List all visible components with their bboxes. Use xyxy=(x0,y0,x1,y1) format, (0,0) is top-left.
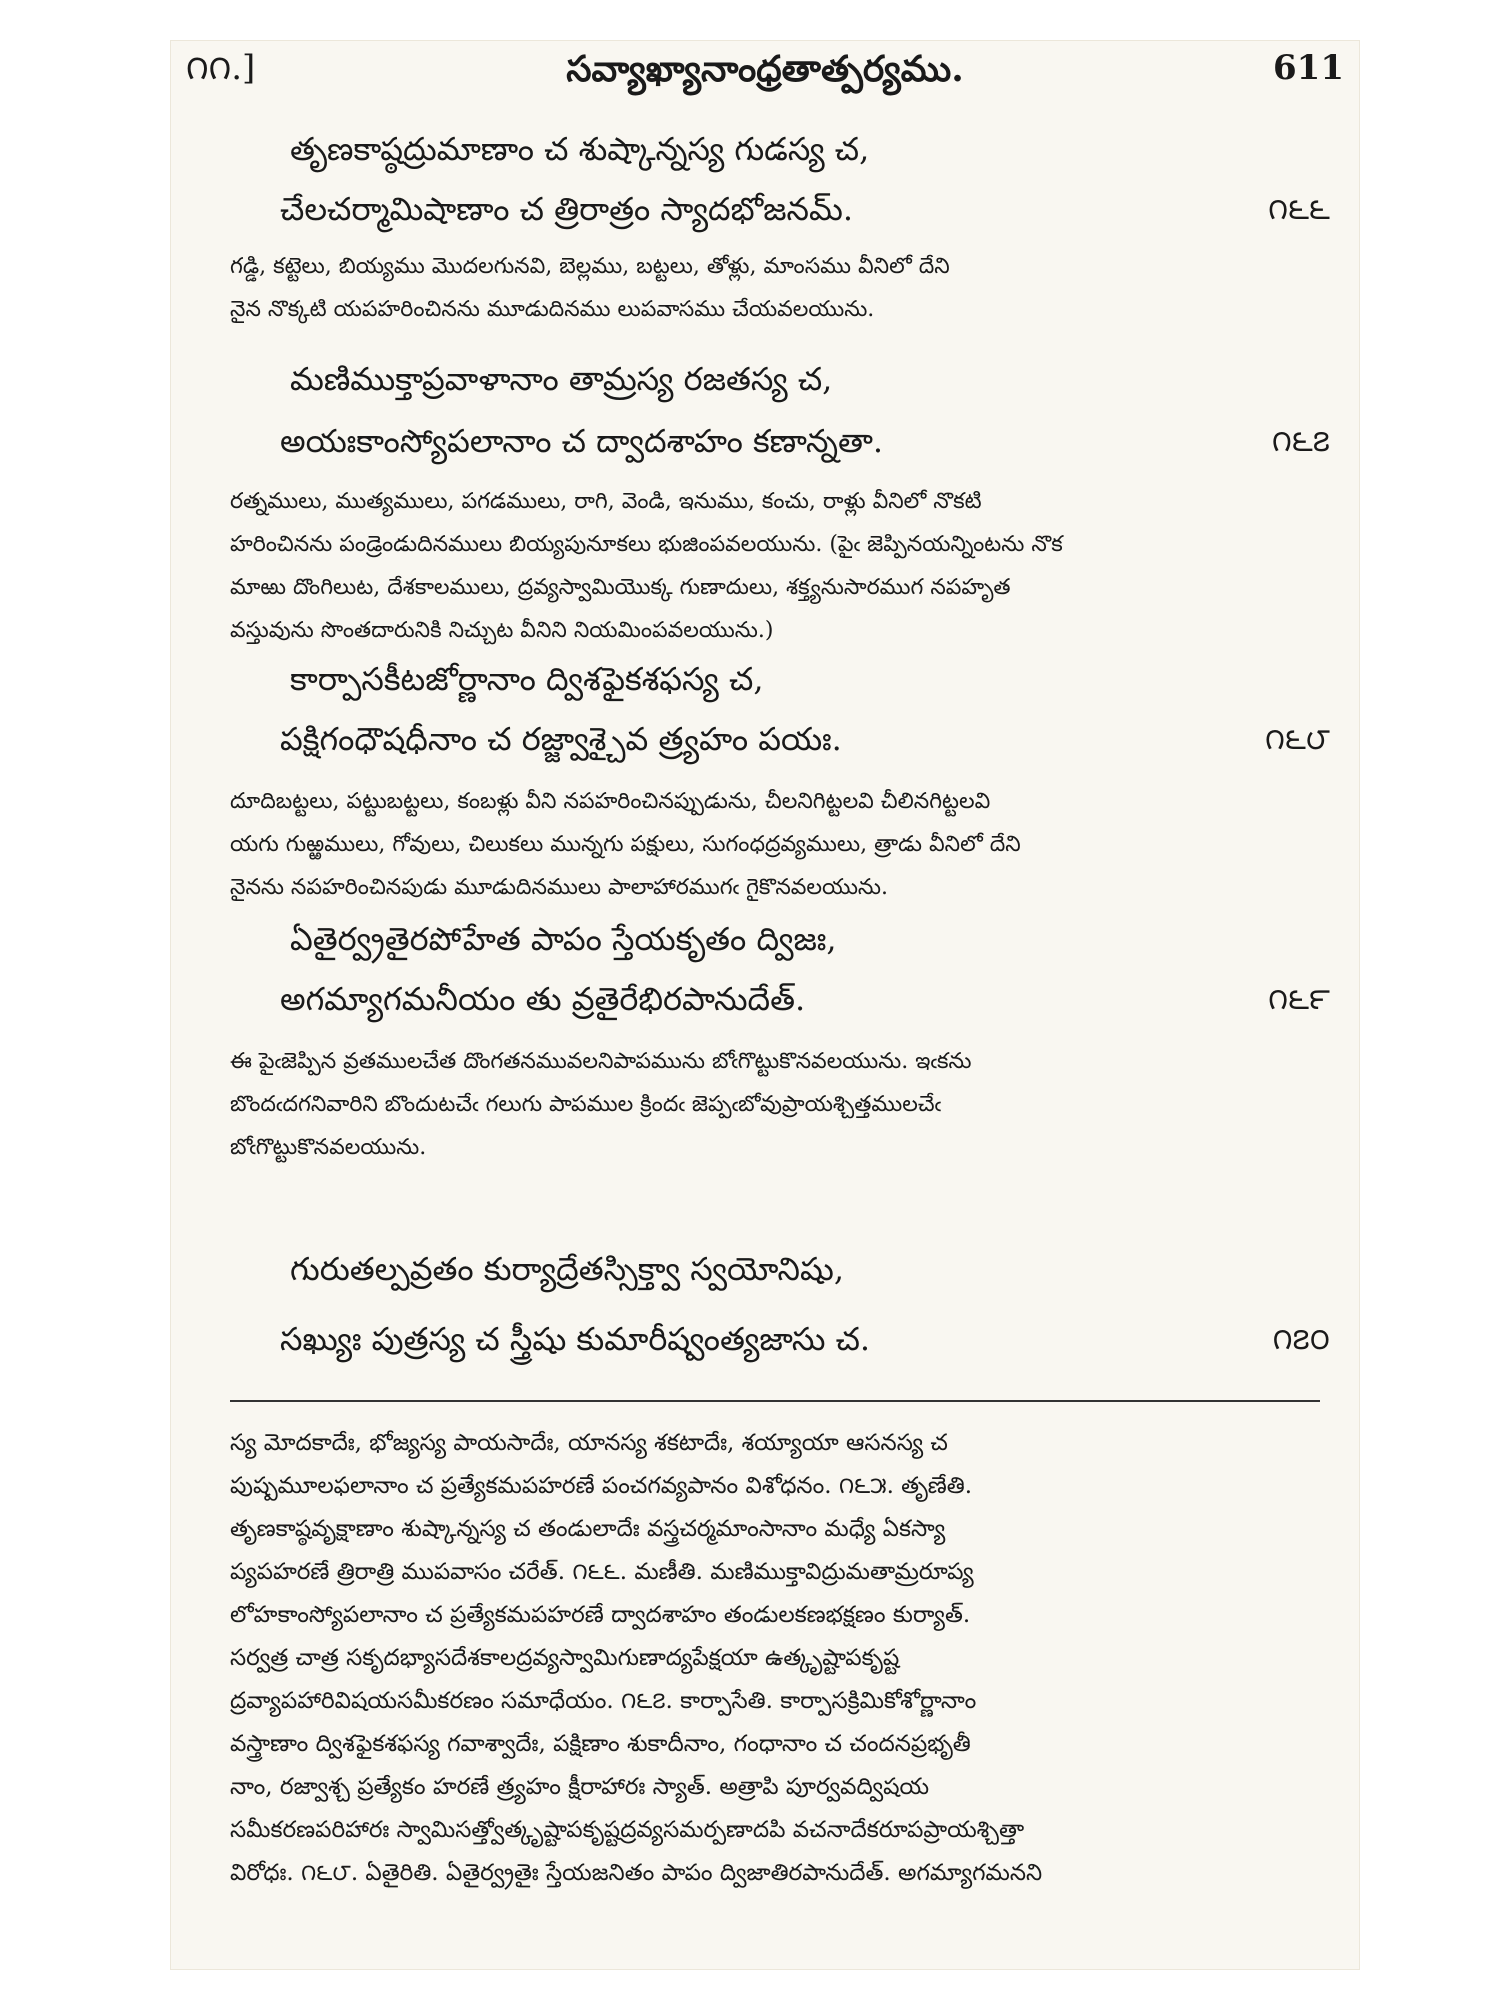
verse-166-line-2: చేలచర్మామిషాణాం చ త్రిరాత్రం స్యాదభోజనమ్. xyxy=(280,190,854,228)
commentary-line: వస్త్రాణాం ద్విశఫైకశఫస్య గవాశ్వాదేః, పక్షిణాం శుకాదీనాం, గంధానాం చ చందనప్రభృతీ xyxy=(230,1731,971,1757)
sanskrit-commentary xyxy=(230,1422,1320,1895)
commentary-line: ప్యపహరణే త్రిరాత్రి ముపవాసం చరేత్. ౧౬౬. మణీతి. మణిముక్తావిద్రుమతామ్రరూప్య xyxy=(230,1559,974,1585)
verse-167-line-2: అయఃకాంస్యోపలానాం చ ద్వాదశాహం కణాన్నతా. xyxy=(280,422,884,460)
translation-line: నైన నొక్కటి యపహరించినను మూడుదినము లుపవాసము చేయవలయును. xyxy=(230,297,875,322)
verse-166-line-1: తృణకాష్ఠద్రుమాణాం చ శుష్కాన్నస్య గుడస్య చ, xyxy=(290,130,870,168)
commentary-line: విరోధః. ౧౬౮. ఏతైరితి. ఏతైర్వ్రతైః స్తేయజనితం పాపం ద్విజాతిరపానుదేత్. అగమ్యాగమనని xyxy=(230,1860,1043,1886)
verse-169-number: ౧౬౯ xyxy=(1268,982,1330,1017)
verse-168-line-2: పక్షిగంధౌషధీనాం చ రజ్జ్వాశ్చైవ త్ర్యహం పయః. xyxy=(280,720,842,758)
verse-166-translation xyxy=(230,245,1330,331)
footnote-divider xyxy=(230,1400,1320,1402)
verse-169-line-1: ఏతైర్వ్రతైరపోహేత పాపం స్తేయకృతం ద్విజః, xyxy=(290,920,837,958)
commentary-line: నాం, రజ్వాశ్చ ప్రత్యేకం హరణే త్ర్యహం క్షీరాహారః స్యాత్. అత్రాపి పూర్వవద్విషయ xyxy=(230,1774,930,1800)
translation-line: వస్తువును సొంతదారునికి నిచ్చుట వీనిని నియమింపవలయును.) xyxy=(230,618,774,643)
verse-167-translation xyxy=(230,480,1330,652)
verse-170-line-1: గురుతల్పవ్రతం కుర్యాద్రేతస్సిక్త్వా స్వయోనిషు, xyxy=(290,1250,845,1288)
translation-line: బోఁగొట్టుకొనవలయును. xyxy=(230,1135,427,1160)
commentary-line: సర్వత్ర చాత్ర సకృదభ్యాసదేశకాలద్రవ్యస్వామిగుణాద్యపేక్షయా ఉత్కృష్టాపకృష్ట xyxy=(230,1645,900,1671)
page-header xyxy=(178,48,1352,108)
book-page xyxy=(170,40,1360,1970)
verse-169-translation xyxy=(230,1040,1330,1169)
commentary-line: ద్రవ్యాపహారివిషయసమీకరణం సమాధేయం. ౧౬౭. కార్పాసేతి. కార్పాసక్రిమికోశోర్ణానాం xyxy=(230,1688,977,1714)
commentary-line: సమీకరణపరిహారః స్వామిసత్త్వోత్కృష్టాపకృష్టద్రవ్యసమర్పణాదపి వచనాదేకరూపప్రాయశ్చిత్తా xyxy=(230,1817,1025,1843)
commentary-line: పుష్పమూలఫలానాం చ ప్రత్యేకమపహరణే పంచగవ్యపానం విశోధనం. ౧౬౫. తృణేతి. xyxy=(230,1473,973,1499)
translation-line: యగు గుఱ్ఱములు, గోవులు, చిలుకలు మున్నగు పక్షులు, సుగంధద్రవ్యములు, త్రాడు వీనిలో దేని xyxy=(230,832,1021,857)
translation-line: ఈ పైఁజెప్పిన వ్రతములచేత దొంగతనమువలనిపాపమును బోఁగొట్టుకొనవలయును. ఇఁకను xyxy=(230,1049,972,1074)
verse-167-number: ౧౬౭ xyxy=(1271,424,1330,459)
translation-line: బొందఁదగనివారిని బొందుటచేఁ గలుగు పాపముల క్రిందఁ జెప్పఁబోవుప్రాయశ్చిత్తములచేఁ xyxy=(230,1092,942,1117)
translation-line: గడ్డి, కట్టెలు, బియ్యము మొదలగునవి, బెల్లము, బట్టలు, తోళ్లు, మాంసము వీనిలో దేని xyxy=(230,254,950,279)
chapter-marker: ౧౧.] xyxy=(186,48,256,88)
commentary-line: లోహకాంస్యోపలానాం చ ప్రత్యేకమపహరణే ద్వాదశాహం తండులకణభక్షణం కుర్యాత్. xyxy=(230,1602,971,1628)
verse-167-line-1: మణిముక్తాప్రవాళానాం తామ్రస్య రజతస్య చ, xyxy=(290,360,833,398)
verse-166-number: ౧౬౬ xyxy=(1268,192,1330,227)
verse-170-line-2: సఖ్యుః పుత్రస్య చ స్త్రీషు కుమారీష్వంత్యజాసు చ. xyxy=(280,1320,871,1358)
verse-170-number: ౧౭౦ xyxy=(1272,1322,1330,1357)
translation-line: మాఱు దొంగిలుట, దేశకాలములు, ద్రవ్యస్వామియొక్క గుణాదులు, శక్త్యనుసారముగ నపహృత xyxy=(230,575,1011,600)
translation-line: హరించినను పండ్రెండుదినములు బియ్యపునూకలు భుజింపవలయును. (పైఁ జెప్పినయన్నింటను నొక xyxy=(230,532,1063,557)
translation-line: రత్నములు, ముత్యములు, పగడములు, రాగి, వెండి, ఇనుము, కంచు, రాళ్లు వీనిలో నొకటి xyxy=(230,489,982,514)
verse-169-line-2: అగమ్యాగమనీయం తు వ్రతైరేభిరపానుదేత్. xyxy=(280,980,806,1018)
commentary-line: స్య మోదకాదేః, భోజ్యస్య పాయసాదేః, యానస్య శకటాదేః, శయ్యాయా ఆసనస్య చ xyxy=(230,1430,948,1456)
verse-168-translation xyxy=(230,780,1330,909)
page-number: 611 xyxy=(1273,48,1344,88)
verse-168-number: ౧౬౮ xyxy=(1265,722,1330,757)
translation-line: దూదిబట్టలు, పట్టుబట్టలు, కంబళ్లు వీని నపహరించినప్పుడును, చీలనిగిట్టలవి చీలినగిట్టలవి xyxy=(230,789,991,814)
translation-line: నైనను నపహరించినపుడు మూడుదినములు పాలాహారముగఁ గైకొనవలయును. xyxy=(230,875,888,900)
running-title: సవ్యాఖ్యానాంధ్రతాత్పర్యము. xyxy=(566,48,964,90)
verse-168-line-1: కార్పాసకీటజోర్ణానాం ద్విశఫైకశఫస్య చ, xyxy=(290,660,764,698)
commentary-line: తృణకాష్ఠవృక్షాణాం శుష్కాన్నస్య చ తండులాదేః వస్త్రచర్మమాంసానాం మధ్యే ఏకస్యా xyxy=(230,1516,946,1542)
